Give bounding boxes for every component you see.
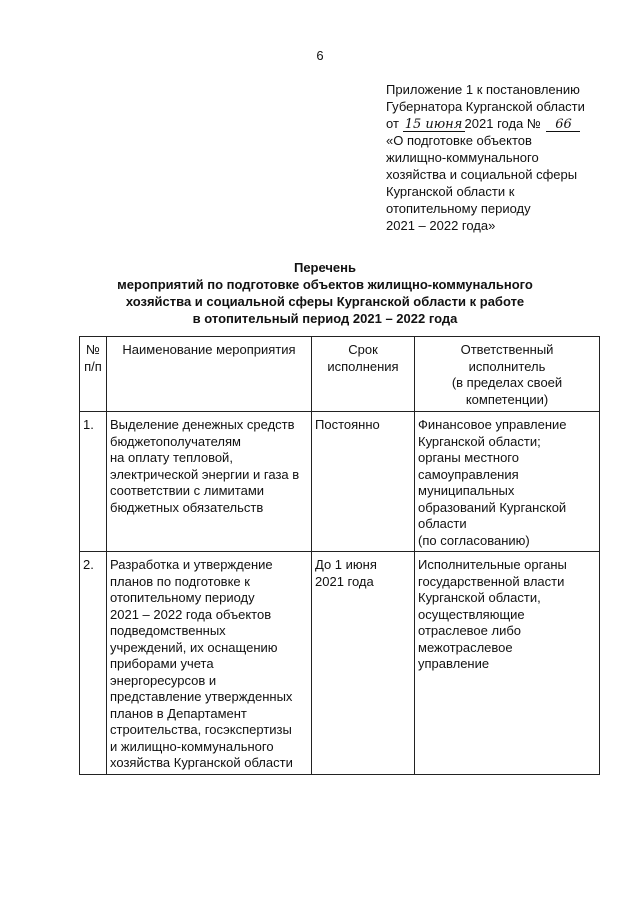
appendix-line-5: жилищно-коммунального: [386, 150, 539, 165]
appendix-line-3: [386, 115, 626, 132]
row-executor: Исполнительные органы государственной власти Курганской области, осуществляющие отраслевое либо межотраслевое управление: [415, 552, 600, 775]
row-num: 1.: [80, 412, 107, 552]
table-row: [80, 412, 600, 552]
appendix-block: [386, 81, 626, 234]
appendix-line-4: «О подготовке объектов: [386, 133, 532, 148]
header-term: Срок исполнения: [312, 337, 415, 412]
measures-table: [79, 336, 600, 775]
table-row: [80, 552, 600, 775]
table-header-row: [80, 337, 600, 412]
row-name: Разработка и утверждение планов по подготовке к отопительному периоду 2021 – 2022 года объектов подведомственных учреждений, их оснащению приборами учета энергоресурсов и представление утвержденных планов в Департамент строительства, госэкспертизы и жилищно-коммунального хозяйства Курганской области: [107, 552, 312, 775]
appendix-year-text: 2021 года №: [464, 116, 541, 131]
title-line-1: Перечень: [293, 260, 357, 275]
appendix-line-8: отопительному периоду: [386, 201, 531, 216]
appendix-line-7: Курганской области к: [386, 184, 515, 199]
appendix-line-1: Приложение 1 к постановлению: [386, 82, 580, 97]
appendix-from-prefix: от: [386, 116, 399, 131]
document-title: [90, 259, 560, 327]
row-name: Выделение денежных средств бюджетополучателям на оплату тепловой, электрической энергии и газа в соответствии с лимитами бюджетных обязательств: [107, 412, 312, 552]
title-line-4: в отопительный период 2021 – 2022 года: [192, 311, 458, 326]
title-line-3: хозяйства и социальной сферы Курганской области к работе: [125, 294, 525, 309]
row-term: До 1 июня 2021 года: [312, 552, 415, 775]
row-executor: Финансовое управление Курганской области; органы местного самоуправления муниципальных образований Курганской области (по согласованию): [415, 412, 600, 552]
handwritten-number: 66: [546, 118, 580, 132]
appendix-line-2: Губернатора Курганской области: [386, 99, 585, 114]
row-num: 2.: [80, 552, 107, 775]
appendix-line-6: хозяйства и социальной сферы: [386, 167, 578, 182]
page-number: 6: [316, 48, 324, 63]
header-executor: Ответственный исполнитель (в пределах своей компетенции): [415, 337, 600, 412]
handwritten-date: 15 июня: [403, 118, 465, 132]
header-num: № п/п: [80, 337, 107, 412]
header-name: Наименование мероприятия: [107, 337, 312, 412]
row-term: Постоянно: [312, 412, 415, 552]
title-line-2: мероприятий по подготовке объектов жилищно-коммунального: [117, 277, 533, 292]
appendix-line-9: 2021 – 2022 года»: [386, 218, 496, 233]
